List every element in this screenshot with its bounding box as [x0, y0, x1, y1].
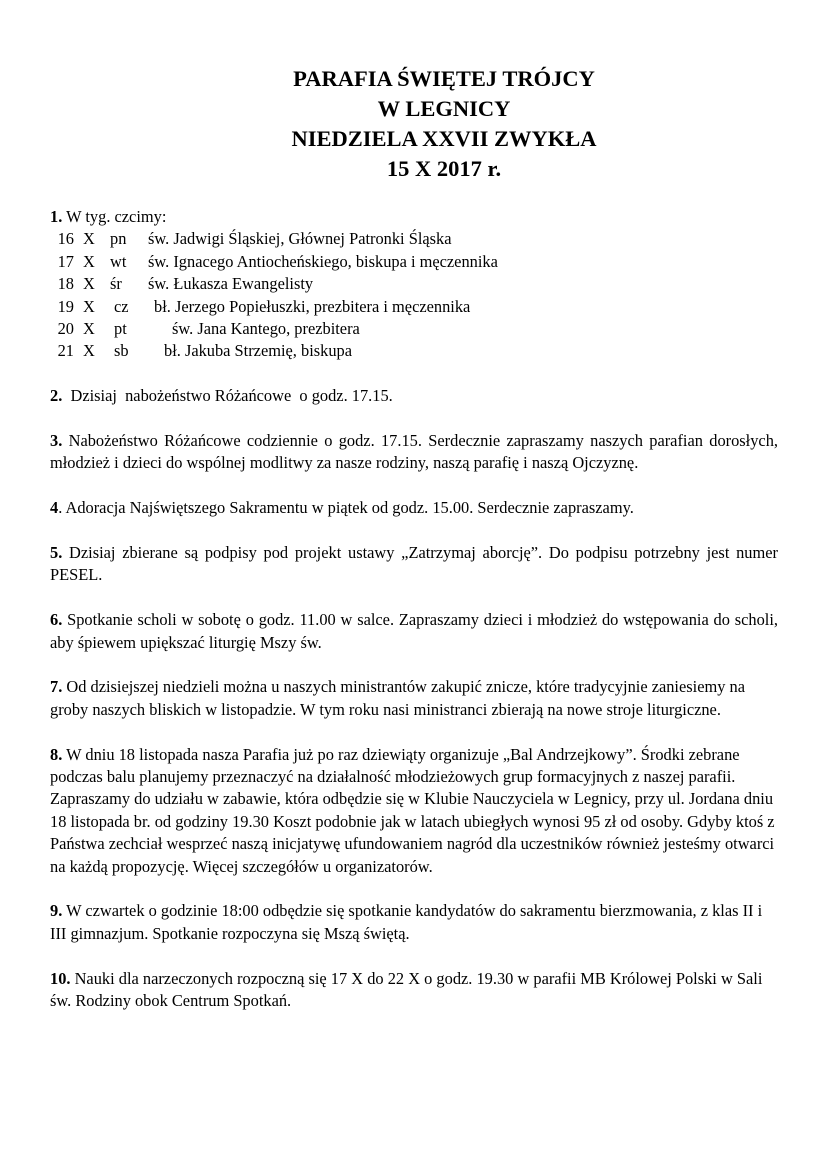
- feast-month: X: [83, 229, 95, 249]
- feast-saint: św. Jadwigi Śląskiej, Głównej Patronki Śląska: [148, 229, 452, 249]
- feast-saint: bł. Jakuba Strzemię, biskupa: [164, 341, 352, 361]
- item-text: Dzisiaj nabożeństwo Różańcowe o godz. 17.15.: [62, 386, 393, 406]
- item-text: W czwartek o godzinie 18:00 odbędzie się spotkanie kandydatów do sakramentu bierzmowania, z klas II i III gimnazjum. Spotkanie rozpoczyna się Mszą świętą.: [50, 901, 763, 943]
- announcement-item-8: [50, 744, 778, 878]
- header-sunday-name: NIEDZIELA XXVII ZWYKŁA: [291, 126, 597, 151]
- announcement-item-4: [50, 497, 778, 519]
- item-number: 4: [50, 498, 59, 518]
- feast-day: 16: [57, 229, 74, 249]
- announcement-item-3: [50, 430, 778, 475]
- feast-saint: św. Ignacego Antiocheńskiego, biskupa i męczennika: [148, 251, 498, 271]
- announcement-item-2: [50, 385, 778, 407]
- item-number: 10.: [50, 968, 71, 988]
- item-number: 1.: [50, 207, 63, 226]
- feast-row: [50, 318, 778, 340]
- feast-day: 19: [57, 296, 74, 316]
- feast-weekday: cz: [114, 296, 129, 316]
- item-text: . Adoracja Najświętszego Sakramentu w piątek od godz. 15.00. Serdecznie zapraszamy.: [58, 498, 634, 518]
- item-text: W tyg. czcimy:: [62, 207, 167, 226]
- feast-weekday: wt: [110, 251, 127, 271]
- feast-weekday: pt: [114, 318, 127, 338]
- announcement-item-6: [50, 609, 778, 654]
- header-date: 15 X 2017 r.: [386, 156, 502, 181]
- item-text: Nabożeństwo Różańcowe codziennie o godz. 17.15. Serdecznie zapraszamy naszych parafian dorosłych, młodzież i dzieci do wspólnej modlitwy za nasze rodziny, naszą parafię i naszą Ojczyznę.: [50, 430, 778, 473]
- item-text: Spotkanie scholi w sobotę o godz. 11.00 w salce. Zapraszamy dzieci i młodzież do wstępowania do scholi, aby śpiewem upiększać liturgię Mszy św.: [50, 610, 778, 652]
- item-number: 5.: [50, 542, 63, 562]
- feast-weekday: pn: [110, 229, 127, 249]
- feast-month: X: [83, 318, 95, 338]
- announcement-item-7: [50, 676, 778, 721]
- announcement-item-10: [50, 968, 778, 1013]
- item-text: Nauki dla narzeczonych rozpoczną się 17 X do 22 X o godz. 19.30 w parafii MB Królowej Polski w Sali św. Rodziny obok Centrum Spotkań.: [50, 968, 763, 1010]
- announcement-item-1: [50, 206, 778, 363]
- feast-row: [50, 296, 778, 318]
- item-number: 8.: [50, 744, 63, 764]
- item-number: 2.: [50, 386, 63, 406]
- item-1-intro: [50, 206, 778, 228]
- header-city: W LEGNICY: [377, 96, 511, 121]
- feast-month: X: [83, 296, 95, 316]
- feast-day: 18: [57, 274, 74, 294]
- feast-row: [50, 340, 778, 362]
- announcements-body: [50, 206, 778, 1035]
- feast-weekday: sb: [114, 341, 129, 361]
- feast-saint: św. Łukasza Ewangelisty: [148, 274, 314, 294]
- item-text: W dniu 18 listopada nasza Parafia już po raz dziewiąty organizuje „Bal Andrzejkowy”. Środki zebrane podczas balu planujemy przeznaczyć na działalność młodzieżowych grup formacyjnych z naszej parafii. Zapraszamy do udziału w zabawie, która odbędzie się w Klubie Nauczyciela w Legnicy, przy ul. Jordana dniu 18 listopada br. od godziny 19.30 Koszt podobnie jak w latach ubiegłych wynosi 95 zł od osoby. Gdyby ktoś z Państwa zechciał wesprzeć naszą inicjatywę ufundowaniem nagród dla uczestników również jesteśmy otwarci na każdą propozycję. Więcej szczegółów u organizatorów.: [50, 744, 775, 876]
- item-text: Dzisiaj zbierane są podpisy pod projekt ustawy „Zatrzymaj aborcję”. Do podpisu potrzebny jest numer PESEL.: [50, 542, 778, 585]
- feast-day: 20: [57, 318, 74, 338]
- header-parish-name: PARAFIA ŚWIĘTEJ TRÓJCY: [293, 66, 595, 91]
- feast-day: 21: [57, 341, 74, 361]
- item-number: 6.: [50, 610, 63, 630]
- item-text: Od dzisiejszej niedzieli można u naszych ministrantów zakupić znicze, które tradycyjnie zaniesiemy na groby naszych bliskich w listopadzie. W tym roku nasi ministranci zbierają na nowe stroje liturgiczne.: [50, 677, 745, 719]
- feast-saint: św. Jana Kantego, prezbitera: [172, 318, 360, 338]
- feast-day: 17: [57, 251, 74, 271]
- feast-month: X: [83, 341, 95, 361]
- document-header: [0, 64, 826, 184]
- feast-weekday: śr: [110, 274, 122, 294]
- item-number: 9.: [50, 901, 63, 921]
- feast-month: X: [83, 274, 95, 294]
- feast-month: X: [83, 251, 95, 271]
- item-number: 3.: [50, 430, 63, 450]
- feast-row: [50, 251, 778, 273]
- feast-saint: bł. Jerzego Popiełuszki, prezbitera i męczennika: [154, 296, 471, 316]
- feast-row: [50, 273, 778, 295]
- announcement-item-9: [50, 900, 778, 945]
- feast-row: [50, 228, 778, 250]
- item-number: 7.: [50, 677, 63, 697]
- announcement-item-5: [50, 542, 778, 587]
